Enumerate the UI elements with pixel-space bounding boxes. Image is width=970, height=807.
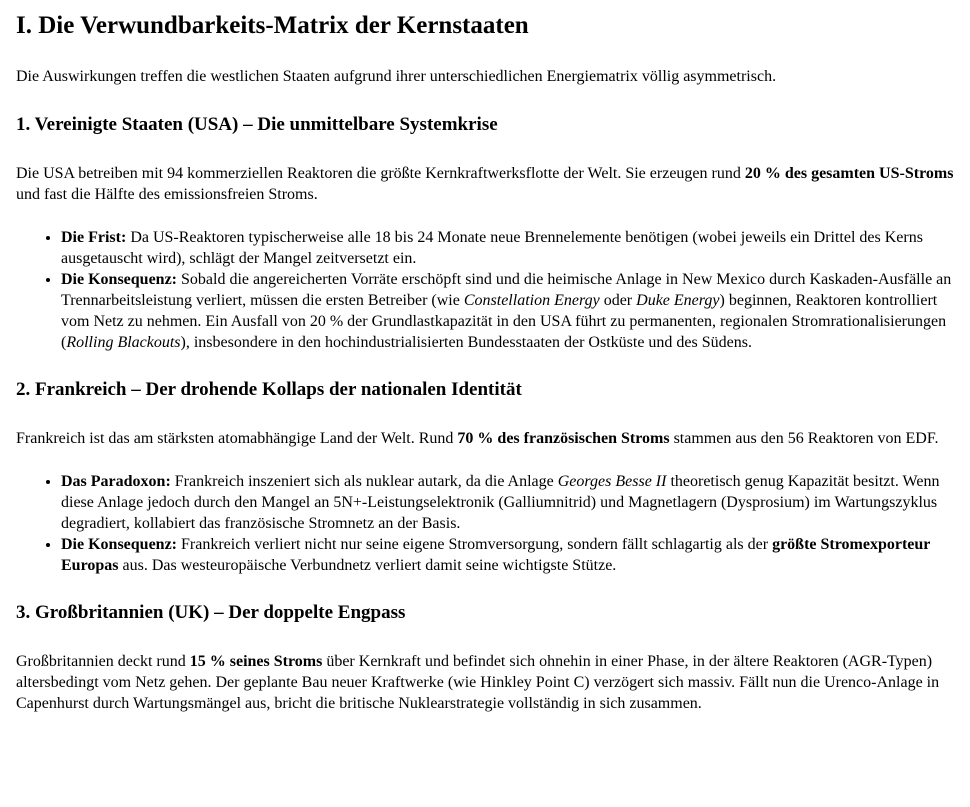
- italic-text: Georges Besse II: [557, 473, 667, 490]
- bullet-label: Die Konsequenz:: [61, 536, 177, 553]
- bold-text: 70 % des französischen Stroms: [457, 430, 670, 447]
- section-paragraph-usa: [16, 163, 960, 205]
- bold-text: größte Stromexporteur Europas: [61, 536, 931, 574]
- text-run: stammen aus den 56 Reaktoren von EDF.: [669, 430, 939, 447]
- text-run: Frankreich inszeniert sich als nuklear autark, da die Anlage: [170, 473, 558, 490]
- list-item: [61, 269, 960, 353]
- text-run: Da US-Reaktoren typischerweise alle 18 bis 24 Monate neue Brennelemente benötigen (wobei jeweils ein Drittel des Kerns ausgetauscht wird), schlägt der Mangel zeitversetzt ein.: [61, 229, 923, 267]
- italic-text: Rolling Blackouts: [66, 334, 181, 351]
- section-heading-usa: 1. Vereinigte Staaten (USA) – Die unmittelbare Systemkrise: [16, 114, 498, 135]
- text-run: über Kernkraft und befindet sich ohnehin in einer Phase, in der ältere Reaktoren (AGR-Typen) altersbedingt vom Netz gehen. Der geplante Bau neuer Kraftwerke (wie Hinkley Point C) verzögert sich massiv. Fällt nun die Urenco-Anlage in Capenhurst durch Wartungsmängel aus, bricht die britische Nuklearstrategie vollständig in sich zusammen.: [16, 653, 940, 712]
- section-paragraph-france: [16, 428, 960, 449]
- intro-paragraph: Die Auswirkungen treffen die westlichen Staaten aufgrund ihrer unterschiedlichen Energiematrix völlig asymmetrisch.: [16, 68, 777, 85]
- text-run: Die USA betreiben mit 94 kommerziellen Reaktoren die größte Kernkraftwerksflotte der Welt. Sie erzeugen rund: [16, 165, 745, 182]
- text-run: ) beginnen, Reaktoren kontrolliert vom Netz zu nehmen. Ein Ausfall von 20 % der Grundlastkapazität in den USA führt zu permanenten, regionalen Stromrationalisierungen (: [61, 292, 947, 351]
- text-run: und fast die Hälfte des emissionsfreien Stroms.: [16, 186, 318, 203]
- text-run: oder: [599, 292, 637, 309]
- bullet-label: Die Frist:: [61, 229, 127, 246]
- bullet-label: Das Paradoxon:: [61, 473, 171, 490]
- section-heading-uk: 3. Großbritannien (UK) – Der doppelte Engpass: [16, 602, 406, 623]
- list-item: [61, 227, 960, 269]
- section-paragraph-uk: [16, 651, 960, 714]
- page-title: I. Die Verwundbarkeits-Matrix der Kernstaaten: [16, 12, 529, 39]
- text-run: ), insbesondere in den hochindustrialisierten Bundesstaaten der Ostküste und des Südens.: [180, 334, 752, 351]
- text-run: Sobald die angereicherten Vorräte erschöpft sind und die heimische Anlage in New Mexico durch Kaskaden-Ausfälle an Trennarbeitsleistung verliert, müssen die ersten Betreiber (wie: [61, 271, 952, 309]
- text-run: Großbritannien deckt rund: [16, 653, 190, 670]
- bullet-label: Die Konsequenz:: [61, 271, 177, 288]
- text-run: Frankreich ist das am stärksten atomabhängige Land der Welt. Rund: [16, 430, 458, 447]
- bold-text: 20 % des gesamten US-Stroms: [744, 165, 954, 182]
- text-run: Frankreich verliert nicht nur seine eigene Stromversorgung, sondern fällt schlagartig als der: [177, 536, 773, 553]
- italic-text: Duke Energy: [636, 292, 720, 309]
- bullet-list-france: [16, 471, 960, 576]
- bullet-list-usa: [16, 227, 960, 353]
- section-heading-france: 2. Frankreich – Der drohende Kollaps der nationalen Identität: [16, 379, 522, 400]
- list-item: [61, 471, 960, 534]
- italic-text: Constellation Energy: [463, 292, 600, 309]
- bold-text: 15 % seines Stroms: [189, 653, 323, 670]
- list-item: [61, 534, 960, 576]
- text-run: aus. Das westeuropäische Verbundnetz verliert damit seine wichtigste Stütze.: [118, 557, 617, 574]
- text-run: theoretisch genug Kapazität besitzt. Wenn diese Anlage jedoch durch den Mangel an 5N+-Leistungselektronik (Galliumnitrid) und Magnetlagern (Dysprosium) im Wartungszyklus degradiert, kollabiert das französische Stromnetz an der Basis.: [61, 473, 940, 532]
